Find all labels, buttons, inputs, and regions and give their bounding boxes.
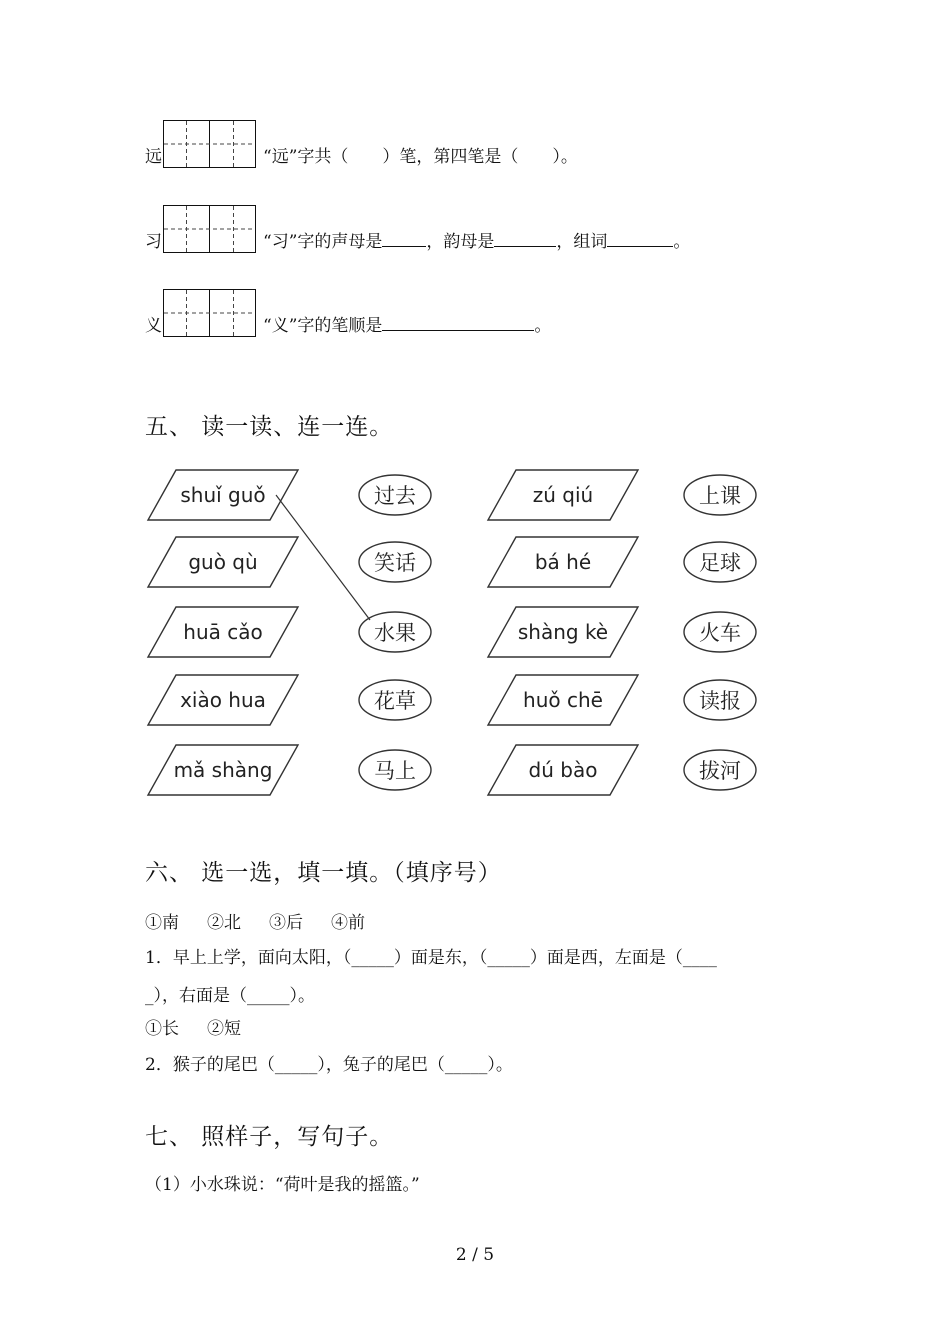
- pinyin-label: zú qiú: [532, 483, 594, 507]
- char-label: 远: [145, 147, 162, 167]
- word-label: 过去: [374, 484, 416, 508]
- initial-final-question: [263, 227, 690, 252]
- pinyin-card-left[interactable]: [148, 470, 298, 520]
- pinyin-card-right[interactable]: [488, 607, 638, 657]
- word-label: 水果: [374, 621, 416, 645]
- word-oval-left[interactable]: [359, 680, 431, 720]
- answer-blank[interactable]: [607, 232, 673, 247]
- question-1-line-1: 1．早上上学，面向太阳，（_____）面是东，（_____）面是西，左面是（____: [145, 948, 717, 968]
- pinyin-card-left[interactable]: [148, 537, 298, 587]
- word-label: 足球: [699, 551, 741, 575]
- question-2: 2．猴子的尾巴（_____），兔子的尾巴（_____）。: [145, 1055, 513, 1075]
- word-label: 上课: [699, 484, 741, 508]
- options-direction: [145, 908, 393, 933]
- option-item: ①长: [145, 1019, 179, 1039]
- word-oval-left[interactable]: [359, 542, 431, 582]
- pinyin-label: shàng kè: [517, 620, 609, 644]
- answer-blank[interactable]: [494, 232, 556, 247]
- pinyin-label: mǎ shàng: [173, 758, 273, 782]
- option-item: ④前: [331, 913, 365, 933]
- option-item: ②北: [207, 913, 241, 933]
- char-label: 习: [145, 232, 162, 252]
- word-oval-right[interactable]: [684, 750, 756, 790]
- pinyin-label: xiào hua: [180, 688, 266, 712]
- pinyin-label: dú bào: [528, 758, 598, 782]
- word-oval-left[interactable]: [359, 475, 431, 515]
- word-label: 花草: [374, 689, 416, 713]
- option-item: ②短: [207, 1019, 241, 1039]
- word-label: 火车: [699, 621, 741, 645]
- pinyin-label: shuǐ guǒ: [180, 483, 266, 507]
- writing-grid: [163, 289, 257, 337]
- pinyin-label: guò qù: [188, 550, 258, 574]
- option-item: ①南: [145, 913, 179, 933]
- word-label: 拔河: [699, 759, 741, 783]
- option-item: ③后: [269, 913, 303, 933]
- options-length: [145, 1014, 269, 1039]
- word-oval-left[interactable]: [359, 750, 431, 790]
- pinyin-card-left[interactable]: [148, 675, 298, 725]
- stroke-count-question: “远”字共（ ）笔，第四笔是（ ）。: [263, 147, 578, 167]
- char-label: 义: [145, 316, 162, 336]
- section5-heading: 五、 读一读、连一连。: [145, 414, 394, 440]
- word-oval-right[interactable]: [684, 542, 756, 582]
- text-part: 。: [534, 316, 552, 336]
- question-1-line-2: _），右面是（_____）。: [145, 986, 315, 1006]
- word-label: 马上: [374, 759, 416, 783]
- pinyin-card-right[interactable]: [488, 537, 638, 587]
- section7-heading: 七、 照样子，写句子。: [145, 1124, 394, 1150]
- word-label: 笑话: [374, 551, 416, 575]
- text-part: “习”字的声母是: [263, 232, 383, 252]
- pinyin-label: huǒ chē: [523, 688, 603, 712]
- example-connection-line: [276, 495, 370, 620]
- answer-blank[interactable]: [382, 232, 426, 247]
- pinyin-label: huā cǎo: [183, 620, 263, 644]
- example-sentence: （1）小水珠说：“荷叶是我的摇篮。”: [145, 1175, 420, 1195]
- section6-heading: 六、 选一选，填一填。（填序号）: [145, 860, 502, 886]
- text-part: 。: [673, 232, 691, 252]
- matching-exercise: [140, 462, 780, 807]
- pinyin-label: bá hé: [534, 550, 592, 574]
- text-part: ，组词: [556, 232, 608, 252]
- word-label: 读报: [699, 689, 741, 713]
- writing-grid: [163, 205, 257, 253]
- answer-blank[interactable]: [382, 316, 534, 331]
- pinyin-card-left[interactable]: [148, 745, 298, 795]
- word-oval-right[interactable]: [684, 612, 756, 652]
- word-oval-right[interactable]: [684, 475, 756, 515]
- text-part: ，韵母是: [426, 232, 495, 252]
- word-oval-right[interactable]: [684, 680, 756, 720]
- pinyin-card-right[interactable]: [488, 745, 638, 795]
- pinyin-card-right[interactable]: [488, 470, 638, 520]
- word-oval-left[interactable]: [359, 612, 431, 652]
- text-part: “义”字的笔顺是: [263, 316, 383, 336]
- pinyin-card-right[interactable]: [488, 675, 638, 725]
- pinyin-card-left[interactable]: [148, 607, 298, 657]
- stroke-order-question: [263, 311, 551, 336]
- writing-grid: [163, 120, 257, 168]
- page-number: 2 / 5: [455, 1245, 495, 1265]
